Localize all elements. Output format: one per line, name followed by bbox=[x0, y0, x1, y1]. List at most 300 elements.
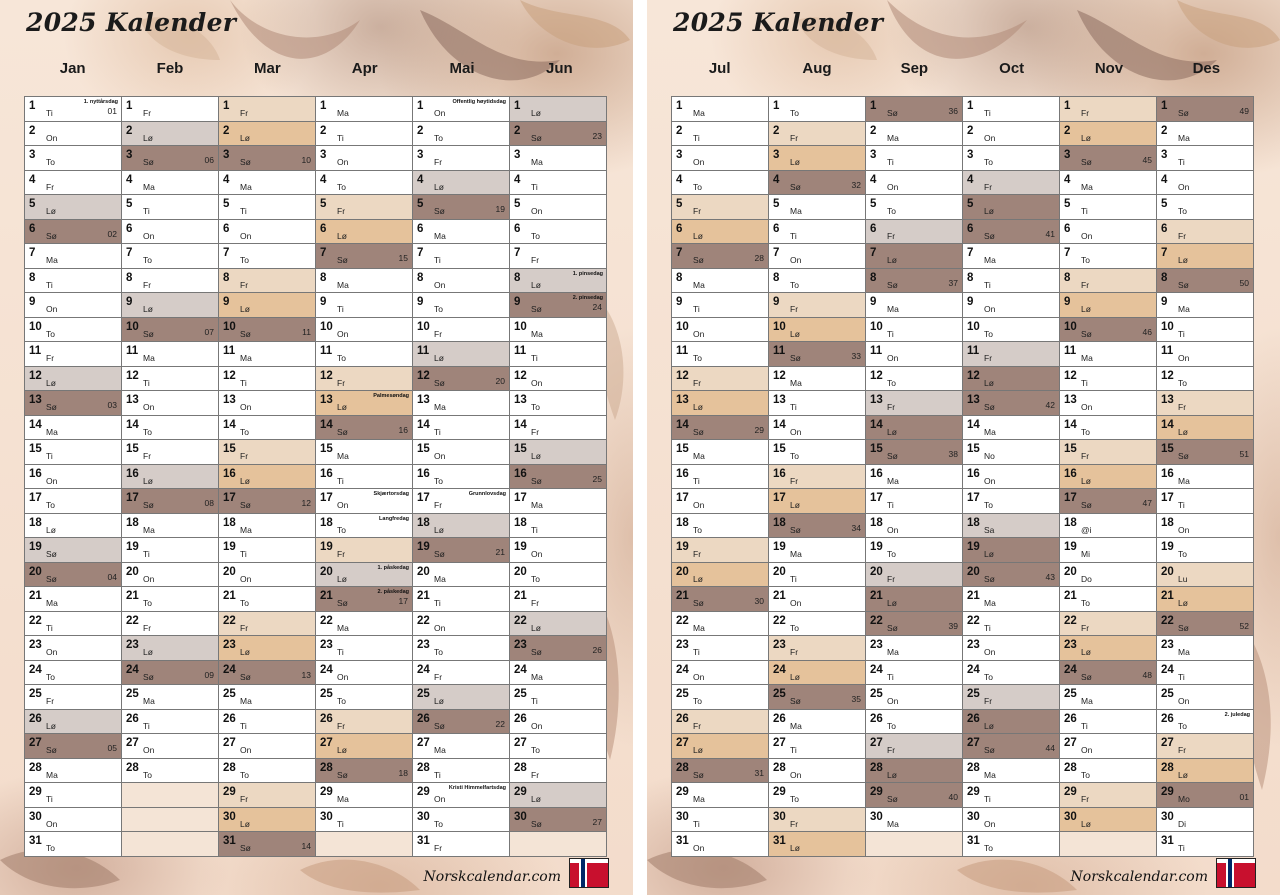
day-cell bbox=[413, 808, 510, 833]
weekday-label: Ti bbox=[143, 206, 150, 216]
day-number: 16 bbox=[320, 467, 333, 480]
weekday-label: Fr bbox=[887, 230, 896, 241]
weekday-label: Ma bbox=[240, 524, 252, 535]
day-number: 13 bbox=[676, 394, 689, 406]
weekday-label: Lø bbox=[240, 132, 250, 143]
weekday-label: Ma bbox=[1178, 647, 1190, 657]
day-number: 16 bbox=[1064, 467, 1077, 480]
weekday-label: Sø bbox=[46, 402, 57, 412]
day-number: 15 bbox=[1064, 443, 1077, 455]
weekday-label: Ma bbox=[790, 549, 802, 559]
weekday-label: Lø bbox=[1178, 426, 1188, 437]
week-number: 02 bbox=[107, 228, 117, 239]
day-number: 28 bbox=[1064, 761, 1077, 774]
week-number: 50 bbox=[1239, 277, 1249, 288]
weekday-label: On bbox=[693, 328, 705, 339]
day-cell bbox=[866, 661, 963, 686]
day-cell bbox=[413, 293, 510, 318]
day-number: 4 bbox=[126, 173, 133, 186]
day-cell bbox=[866, 195, 963, 220]
day-cell bbox=[316, 489, 413, 514]
week-number: 06 bbox=[204, 155, 214, 165]
weekday-label: Fr bbox=[1081, 794, 1090, 804]
day-number: 10 bbox=[676, 320, 689, 333]
day-number: 9 bbox=[676, 296, 683, 308]
day-cell bbox=[413, 832, 510, 857]
day-number: 15 bbox=[223, 443, 236, 455]
holiday-label: Grunnlovsdag bbox=[468, 491, 506, 497]
day-number: 29 bbox=[223, 786, 236, 798]
weekday-label: On bbox=[143, 573, 155, 584]
day-number: 17 bbox=[320, 492, 333, 504]
weekday-label: Fr bbox=[1081, 622, 1090, 633]
weekday-label: Sø bbox=[143, 157, 154, 167]
weekday-label: To bbox=[143, 769, 152, 780]
weekday-label: Ma bbox=[434, 573, 446, 584]
weekday-label: On bbox=[337, 500, 349, 510]
day-number: 24 bbox=[126, 663, 139, 676]
day-number: 23 bbox=[676, 639, 689, 651]
week-number: 23 bbox=[592, 130, 602, 141]
day-cell bbox=[510, 563, 607, 588]
day-cell bbox=[769, 367, 866, 392]
week-number: 30 bbox=[754, 596, 764, 606]
weekday-label: Ti bbox=[790, 230, 797, 241]
day-number: 7 bbox=[320, 247, 327, 259]
weekday-label: Ma bbox=[887, 647, 899, 657]
weekday-label: Lø bbox=[693, 402, 703, 412]
day-number: 19 bbox=[126, 541, 139, 553]
day-number: 6 bbox=[773, 222, 780, 235]
day-number: 14 bbox=[773, 418, 786, 431]
day-number: 7 bbox=[417, 247, 424, 259]
day-cell bbox=[219, 416, 316, 441]
weekday-label: On bbox=[984, 647, 996, 657]
day-number: 15 bbox=[1161, 443, 1174, 455]
day-number: 20 bbox=[29, 565, 42, 578]
day-number: 22 bbox=[29, 614, 42, 627]
day-number: 8 bbox=[514, 271, 521, 284]
weekday-label: On bbox=[46, 475, 58, 486]
day-number: 27 bbox=[1161, 737, 1174, 749]
day-cell bbox=[866, 416, 963, 441]
weekday-label: Fr bbox=[531, 255, 540, 265]
week-number: 33 bbox=[851, 351, 861, 361]
day-cell bbox=[963, 367, 1060, 392]
weekday-label: Ti bbox=[337, 818, 344, 829]
weekday-label: On bbox=[143, 745, 155, 755]
weekday-label: To bbox=[1081, 255, 1090, 265]
day-cell bbox=[510, 783, 607, 808]
weekday-label: To bbox=[434, 475, 443, 486]
day-number: 12 bbox=[1064, 369, 1077, 382]
day-cell bbox=[672, 563, 769, 588]
weekday-label: Ma bbox=[434, 745, 446, 755]
day-cell bbox=[866, 808, 963, 833]
day-cell bbox=[963, 318, 1060, 343]
day-number: 29 bbox=[1064, 786, 1077, 798]
weekday-label: Sø bbox=[46, 745, 57, 755]
day-number: 11 bbox=[1161, 345, 1174, 357]
day-number: 11 bbox=[223, 345, 236, 357]
day-cell bbox=[25, 783, 122, 808]
day-cell bbox=[122, 342, 219, 367]
day-number: 30 bbox=[514, 810, 527, 823]
day-cell bbox=[769, 783, 866, 808]
day-cell bbox=[510, 612, 607, 637]
day-cell bbox=[25, 465, 122, 490]
norway-flag-icon bbox=[1216, 858, 1256, 888]
day-number: 7 bbox=[29, 247, 36, 259]
weekday-label: To bbox=[693, 696, 702, 706]
day-cell bbox=[672, 538, 769, 563]
weekday-label: Sø bbox=[240, 500, 251, 510]
weekday-label: Sø bbox=[887, 108, 898, 118]
day-cell bbox=[672, 122, 769, 147]
day-number: 8 bbox=[1161, 271, 1168, 284]
day-cell bbox=[122, 293, 219, 318]
weekday-label: Ti bbox=[693, 475, 700, 486]
weekday-label: To bbox=[887, 377, 896, 388]
weekday-label: Lø bbox=[887, 769, 897, 780]
weekday-label: Sø bbox=[337, 769, 348, 780]
weekday-label: On bbox=[46, 304, 58, 314]
day-number: 20 bbox=[514, 565, 527, 578]
day-cell bbox=[866, 440, 963, 465]
weekday-label: To bbox=[337, 353, 346, 363]
weekday-label: Fr bbox=[434, 843, 443, 853]
day-number: 12 bbox=[870, 369, 883, 382]
weekday-label: Ti bbox=[434, 255, 441, 265]
day-cell bbox=[122, 563, 219, 588]
day-cell bbox=[769, 808, 866, 833]
day-number: 19 bbox=[773, 541, 786, 553]
weekday-label: Sø bbox=[1178, 108, 1189, 118]
weekday-label: Sø bbox=[337, 255, 348, 265]
day-cell bbox=[1157, 612, 1254, 637]
calendar-grid bbox=[24, 96, 607, 857]
day-number: 28 bbox=[967, 761, 980, 774]
day-cell bbox=[963, 710, 1060, 735]
day-cell bbox=[219, 318, 316, 343]
day-number: 12 bbox=[320, 369, 333, 382]
day-cell bbox=[316, 612, 413, 637]
day-cell bbox=[866, 759, 963, 784]
day-cell bbox=[963, 465, 1060, 490]
week-number: 19 bbox=[495, 204, 505, 214]
day-number: 18 bbox=[29, 516, 42, 529]
day-number: 7 bbox=[870, 247, 877, 259]
weekday-label: Ti bbox=[1178, 328, 1185, 339]
weekday-label: Lø bbox=[337, 745, 347, 755]
day-cell bbox=[413, 416, 510, 441]
week-number: 16 bbox=[398, 424, 408, 435]
day-cell bbox=[672, 244, 769, 269]
weekday-label: Lø bbox=[46, 524, 56, 535]
month-header: Jul bbox=[708, 60, 731, 77]
day-number: 24 bbox=[29, 663, 42, 676]
day-cell bbox=[866, 710, 963, 735]
week-number: 13 bbox=[301, 669, 311, 680]
weekday-label: Lø bbox=[240, 475, 250, 486]
weekday-label: Fr bbox=[790, 647, 799, 657]
weekday-label: Ti bbox=[337, 304, 344, 314]
week-number: 39 bbox=[948, 620, 958, 631]
weekday-label: On bbox=[46, 132, 58, 143]
weekday-label: On bbox=[1081, 402, 1093, 412]
weekday-label: Ma bbox=[693, 279, 705, 290]
day-cell bbox=[122, 391, 219, 416]
day-cell bbox=[122, 661, 219, 686]
weekday-label: Sø bbox=[143, 328, 154, 339]
day-cell bbox=[219, 783, 316, 808]
day-cell bbox=[672, 685, 769, 710]
day-number: 13 bbox=[514, 394, 527, 406]
day-cell bbox=[510, 440, 607, 465]
day-cell bbox=[122, 465, 219, 490]
weekday-label: On bbox=[434, 451, 446, 461]
day-number: 29 bbox=[514, 786, 527, 798]
day-number: 10 bbox=[967, 320, 980, 333]
week-number: 43 bbox=[1045, 571, 1055, 582]
week-number: 26 bbox=[592, 645, 602, 655]
weekday-label: Ti bbox=[46, 279, 53, 290]
day-number: 17 bbox=[870, 492, 883, 504]
day-cell bbox=[413, 367, 510, 392]
weekday-label: On bbox=[984, 818, 996, 829]
day-cell bbox=[963, 808, 1060, 833]
day-number: 29 bbox=[417, 786, 430, 798]
weekday-label: Fr bbox=[46, 353, 55, 363]
day-cell bbox=[413, 269, 510, 294]
day-cell bbox=[1157, 269, 1254, 294]
day-number: 15 bbox=[773, 443, 786, 455]
weekday-label: Ma bbox=[1081, 696, 1093, 706]
day-cell bbox=[316, 734, 413, 759]
day-number: 15 bbox=[126, 443, 139, 455]
weekday-label: Sø bbox=[1081, 500, 1092, 510]
day-cell bbox=[1157, 342, 1254, 367]
day-number: 5 bbox=[870, 198, 877, 210]
day-number: 13 bbox=[870, 394, 883, 406]
week-number: 09 bbox=[204, 669, 214, 680]
day-cell bbox=[413, 146, 510, 171]
day-cell bbox=[316, 416, 413, 441]
day-number: 11 bbox=[967, 345, 980, 357]
weekday-label: Di bbox=[1178, 818, 1187, 829]
weekday-label: Ti bbox=[531, 181, 538, 192]
weekday-label: Ti bbox=[531, 696, 538, 706]
day-number: 21 bbox=[1064, 590, 1077, 602]
day-number: 20 bbox=[1064, 565, 1077, 578]
weekday-label: Sø bbox=[434, 549, 445, 559]
day-number: 2 bbox=[514, 124, 521, 137]
day-number: 12 bbox=[223, 369, 236, 382]
day-number: 21 bbox=[223, 590, 236, 602]
day-cell bbox=[25, 367, 122, 392]
day-cell bbox=[413, 244, 510, 269]
day-cell bbox=[1060, 244, 1157, 269]
weekday-label: Lø bbox=[531, 794, 541, 804]
day-number: 14 bbox=[320, 418, 333, 431]
month-header: Sep bbox=[900, 60, 929, 77]
day-cell bbox=[1157, 710, 1254, 735]
calendar-title: 2025 Kalender bbox=[26, 8, 237, 37]
day-cell bbox=[122, 612, 219, 637]
day-cell bbox=[1060, 710, 1157, 735]
weekday-label: Ma bbox=[887, 475, 899, 486]
day-number: 23 bbox=[1064, 639, 1077, 651]
day-cell bbox=[316, 342, 413, 367]
day-number: 7 bbox=[1161, 247, 1168, 259]
day-number: 8 bbox=[676, 271, 683, 284]
month-header: Nov bbox=[1094, 60, 1124, 77]
day-cell bbox=[316, 808, 413, 833]
day-cell bbox=[769, 832, 866, 857]
weekday-label: On bbox=[143, 230, 155, 241]
day-cell bbox=[769, 171, 866, 196]
week-number: 01 bbox=[1239, 792, 1249, 802]
weekday-label: Sø bbox=[240, 843, 251, 853]
day-cell bbox=[866, 97, 963, 122]
day-number: 30 bbox=[676, 810, 689, 823]
week-number: 32 bbox=[851, 179, 861, 190]
weekday-label: Lø bbox=[1178, 769, 1188, 780]
day-number: 5 bbox=[320, 198, 327, 210]
day-number: 25 bbox=[773, 688, 786, 700]
day-cell bbox=[25, 440, 122, 465]
weekday-label: Sø bbox=[531, 818, 542, 829]
weekday-label: Sa bbox=[984, 524, 995, 535]
day-number: 27 bbox=[967, 737, 980, 749]
weekday-label: Fr bbox=[240, 622, 249, 633]
day-number: 26 bbox=[1161, 712, 1174, 725]
day-number: 3 bbox=[223, 149, 230, 161]
weekday-label: Ti bbox=[984, 108, 991, 118]
day-cell bbox=[1157, 440, 1254, 465]
weekday-label: Ma bbox=[337, 279, 349, 290]
day-number: 7 bbox=[967, 247, 974, 259]
day-number: 13 bbox=[29, 394, 42, 406]
day-cell bbox=[510, 808, 607, 833]
weekday-label: On bbox=[531, 377, 543, 388]
weekday-label: Lø bbox=[790, 843, 800, 853]
day-cell bbox=[413, 195, 510, 220]
day-cell bbox=[219, 832, 316, 857]
day-cell bbox=[316, 636, 413, 661]
day-number: 18 bbox=[514, 516, 527, 529]
day-cell bbox=[672, 195, 769, 220]
day-number: 25 bbox=[676, 688, 689, 700]
day-cell bbox=[672, 465, 769, 490]
weekday-label: Lø bbox=[531, 622, 541, 633]
day-cell bbox=[769, 489, 866, 514]
weekday-label: To bbox=[46, 671, 55, 682]
week-number: 52 bbox=[1239, 620, 1249, 631]
weekday-label: Ma bbox=[887, 304, 899, 314]
weekday-label: Ma bbox=[1081, 353, 1093, 363]
day-number: 4 bbox=[320, 173, 327, 186]
day-cell bbox=[866, 514, 963, 539]
weekday-label: Lø bbox=[693, 573, 703, 584]
day-cell bbox=[963, 122, 1060, 147]
day-number: 7 bbox=[1064, 247, 1071, 259]
weekday-label: Fr bbox=[1178, 745, 1187, 755]
day-cell bbox=[866, 783, 963, 808]
day-number: 2 bbox=[773, 124, 780, 137]
day-number: 22 bbox=[1064, 614, 1077, 627]
day-number: 11 bbox=[870, 345, 883, 357]
day-number: 20 bbox=[1161, 565, 1174, 578]
day-cell bbox=[316, 661, 413, 686]
day-number: 5 bbox=[773, 198, 780, 210]
day-cell bbox=[963, 563, 1060, 588]
weekday-label: Fr bbox=[337, 377, 346, 388]
day-cell bbox=[1060, 685, 1157, 710]
day-number: 18 bbox=[1161, 516, 1174, 529]
day-cell bbox=[25, 97, 122, 122]
day-number: 13 bbox=[967, 394, 980, 406]
day-cell bbox=[1060, 342, 1157, 367]
day-number: 15 bbox=[967, 443, 980, 455]
day-number: 12 bbox=[417, 369, 430, 382]
day-number: 16 bbox=[967, 467, 980, 480]
day-cell bbox=[510, 146, 607, 171]
day-number: 28 bbox=[223, 761, 236, 774]
day-number: 16 bbox=[870, 467, 883, 480]
day-cell bbox=[769, 514, 866, 539]
day-cell bbox=[672, 342, 769, 367]
day-cell bbox=[769, 195, 866, 220]
week-number: 07 bbox=[204, 326, 214, 337]
day-cell bbox=[769, 587, 866, 612]
day-cell bbox=[963, 195, 1060, 220]
weekday-label: To bbox=[984, 328, 993, 339]
weekday-label: To bbox=[1178, 549, 1187, 559]
day-number: 29 bbox=[29, 786, 42, 798]
weekday-label: Ti bbox=[240, 377, 247, 388]
weekday-label: Ti bbox=[1178, 843, 1185, 853]
day-cell bbox=[122, 220, 219, 245]
day-cell bbox=[672, 171, 769, 196]
weekday-label: Sø bbox=[984, 402, 995, 412]
day-cell bbox=[413, 734, 510, 759]
day-cell bbox=[1060, 122, 1157, 147]
weekday-label: Fr bbox=[434, 671, 443, 682]
day-number: 4 bbox=[773, 173, 780, 186]
weekday-label: Ma bbox=[1178, 132, 1190, 143]
day-cell bbox=[963, 146, 1060, 171]
weekday-label: To bbox=[143, 598, 152, 608]
day-cell bbox=[316, 710, 413, 735]
weekday-label: Lø bbox=[240, 647, 250, 657]
weekday-label: Ma bbox=[143, 181, 155, 192]
day-cell bbox=[25, 563, 122, 588]
weekday-label: To bbox=[1178, 206, 1187, 216]
weekday-label: Ma bbox=[693, 451, 705, 461]
weekday-label: On bbox=[434, 622, 446, 633]
holiday-label: 2. påskedag bbox=[377, 589, 409, 595]
day-cell bbox=[316, 244, 413, 269]
day-cell bbox=[769, 538, 866, 563]
day-cell bbox=[25, 220, 122, 245]
day-cell bbox=[219, 759, 316, 784]
day-number: 19 bbox=[676, 541, 689, 553]
day-cell bbox=[769, 612, 866, 637]
day-number: 26 bbox=[126, 712, 139, 725]
day-cell bbox=[316, 146, 413, 171]
day-number: 19 bbox=[1161, 541, 1174, 553]
